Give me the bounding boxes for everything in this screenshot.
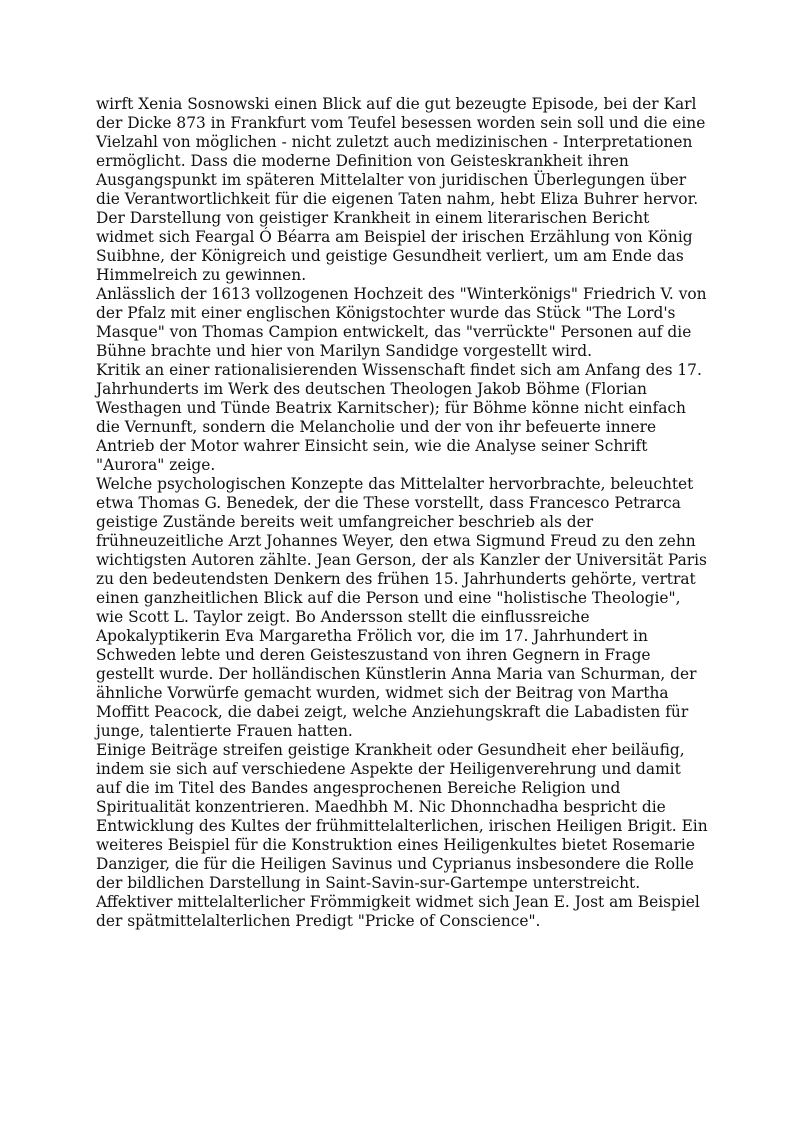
paragraph-3: Kritik an einer rationalisierenden Wissenschaft findet sich am Anfang des 17. Jahrhunderts im Werk des deutschen Theologen Jakob Böhme (Florian Westhagen und Tünde Beatrix Karnitscher); für Böhme könne nicht einfach die Vernunft, sondern die Melancholie und der von ihr befeuerte innere Antrieb der Motor wahrer Einsicht sein, wie die Analyse seiner Schrift "Aurora" zeige. (96, 361, 702, 474)
paragraph-5: Einige Beiträge streifen geistige Krankheit oder Gesundheit eher beiläufig, indem sie sich auf verschiedene Aspekte der Heiligenverehrung und damit auf die im Titel des Bandes angesprochenen Bereiche Religion und Spiritualität konzentrieren. Maedhbh M. Nic Dhonnchadha bespricht die Entwicklung des Kultes der frühmittelalterlichen, irischen Heiligen Brigit. Ein weiteres Beispiel für die Konstruktion eines Heiligenkultes bietet Rosemarie Danziger, die für die Heiligen Savinus und Cyprianus insbesondere die Rolle der bildlichen Darstellung in Saint-Savin-sur-Gartempe unterstreicht. Affektiver mittelalterlicher Frömmigkeit widmet sich Jean E. Jost am Beispiel der spätmittelalterlichen Predigt "Pricke of Conscience". (96, 741, 708, 930)
document-body (96, 95, 708, 931)
paragraph-4: Welche psychologischen Konzepte das Mittelalter hervorbrachte, beleuchtet etwa Thomas G. Benedek, der die These vorstellt, dass Francesco Petrarca geistige Zustände bereits weit umfangreicher beschrieb als der frühneuzeitliche Arzt Johannes Weyer, den etwa Sigmund Freud zu den zehn wichtigsten Autoren zählte. Jean Gerson, der als Kanzler der Universität Paris zu den bedeutendsten Denkern des frühen 15. Jahrhunderts gehörte, vertrat einen ganzheitlichen Blick auf die Person und eine "holistische Theologie", wie Scott L. Taylor zeigt. Bo Andersson stellt die einflussreiche Apokalyptikerin Eva Margaretha Frölich vor, die im 17. Jahrhundert in Schweden lebte und deren Geisteszustand von ihren Gegnern in Frage gestellt wurde. Der holländischen Künstlerin Anna Maria van Schurman, der ähnliche Vorwürfe gemacht wurden, widmet sich der Beitrag von Martha Moffitt Peacock, die dabei zeigt, welche Anziehungskraft die Labadisten für junge, talentierte Frauen hatten. (96, 475, 707, 740)
paragraph-2: Anlässlich der 1613 vollzogenen Hochzeit des "Winterkönigs" Friedrich V. von der Pfalz mit einer englischen Königstochter wurde das Stück "The Lord's Masque" von Thomas Campion entwickelt, das "verrückte" Personen auf die Bühne brachte und hier von Marilyn Sandidge vorgestellt wird. (96, 285, 707, 360)
paragraph-1: wirft Xenia Sosnowski einen Blick auf die gut bezeugte Episode, bei der Karl der Dicke 873 in Frankfurt vom Teufel besessen worden sein soll und die eine Vielzahl von möglichen - nicht zuletzt auch medizinischen - Interpretationen ermöglicht. Dass die moderne Definition von Geisteskrankheit ihren Ausgangspunkt im späteren Mittelalter von juridischen Überlegungen über die Verantwortlichkeit für die eigenen Taten nahm, hebt Eliza Buhrer hervor. Der Darstellung von geistiger Krankheit in einem literarischen Bericht widmet sich Feargal Ó Béarra am Beispiel der irischen Erzählung von König Suibhne, der Königreich und geistige Gesundheit verliert, um am Ende das Himmelreich zu gewinnen. (96, 95, 706, 284)
